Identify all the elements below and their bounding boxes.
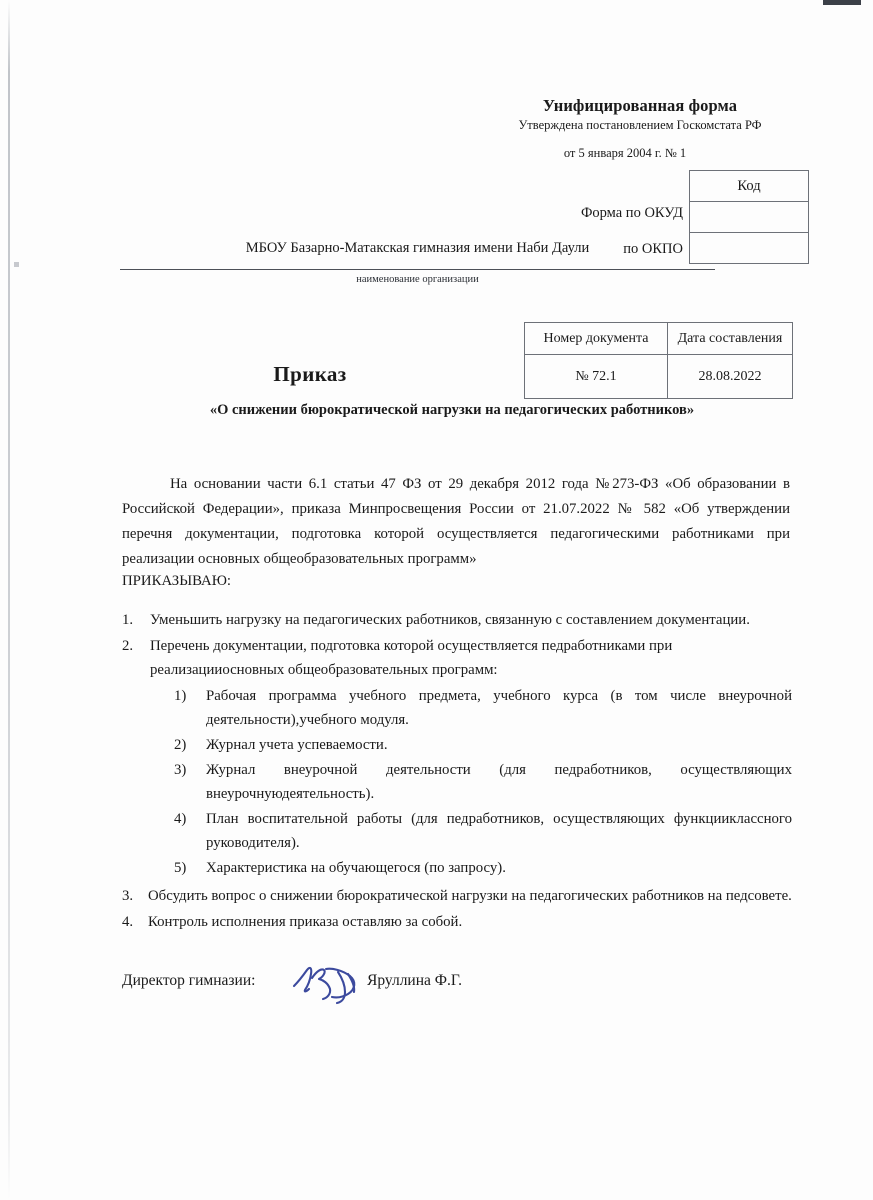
scan-edge-artifact [8,0,10,1200]
list-item-marker: 2. [122,638,134,654]
list-item-text: Контроль исполнения приказа оставляю за собой. [148,914,463,930]
list-item-text: Обсудить вопрос о снижении бюрократической нагрузки на педагогических работников на педсовете. [148,888,792,904]
organization-caption: наименование организации [356,274,479,285]
list-item-marker: 1. [122,612,134,628]
signatory-role: Директор гимназии: [122,972,256,989]
sub-list-item-marker: 2) [174,737,187,753]
preamble-paragraph: На основании части 6.1 статьи 47 ФЗ от 29 декабря 2012 года №273-ФЗ «Об образовании в Российской Федерации», приказа Минпросвещения России от 21.07.2022 № 582 «Об утверждении перечня документации, подготовка которой осуществляется педагогическими работниками при реализации основных общеобразовательных программ» [122,476,790,567]
order-items-list [122,608,792,884]
document-number-header: Номер документа [525,323,668,355]
code-table-okud-row [690,202,809,233]
sub-list-item-marker: 5) [174,860,187,876]
code-table-header-cell: Код [690,171,809,202]
sub-list-item-text: Журнал учета успеваемости. [206,737,388,753]
code-table-header-row [690,171,809,202]
signatory-name: Яруллина Ф.Г. [367,972,462,989]
document-number-header-row [525,323,793,355]
document-number-value: № 72.1 [525,355,668,399]
document-number-value-row [525,355,793,399]
sub-list-item-marker: 4) [174,811,187,827]
okpo-label: по ОКПО [623,241,683,257]
document-subject: «О снижении бюрократической нагрузки на педагогических работников» [209,402,695,418]
handwritten-signature-icon [290,956,376,1008]
sub-list-item [174,733,792,757]
list-item-text: Перечень документации, подготовка которой осуществляется педработниками при реализацииосновных общеобразовательных программ: [150,638,673,678]
sub-list-item [174,856,792,880]
organization-name: МБОУ Базарно-Матакская гимназия имени Наби Даули [245,240,590,256]
list-item [122,634,792,682]
document-kind-heading: Приказ [273,362,347,386]
list-item [122,910,794,934]
sub-list-item-marker: 1) [174,688,187,704]
list-item-marker: 3. [122,888,134,904]
sub-list-item-text: Журнал внеурочной деятельности (для педработников, осуществляющих внеурочнуюдеятельность). [206,762,792,802]
list-item-text: Уменьшить нагрузку на педагогических работников, связанную с составлением документации. [150,612,750,628]
sub-list-item-text: План воспитательной работы (для педработников, осуществляющих функцииклассного руководителя). [206,811,792,851]
okud-label: Форма по ОКУД [580,205,683,221]
order-keyword: ПРИКАЗЫВАЮ: [122,573,232,589]
sub-list-item [174,758,792,806]
unified-form-title: Унифицированная форма [542,96,738,115]
scan-tick-artifact [14,262,19,267]
list-item [122,884,794,908]
document-date-value: 28.08.2022 [668,355,793,399]
sub-list-item [174,684,792,732]
list-item [122,608,792,632]
scan-mark-artifact [823,0,861,5]
document-date-header: Дата составления [668,323,793,355]
sub-list-item-marker: 3) [174,762,187,778]
approval-date-text: от 5 января 2004 г. № 1 [563,146,687,160]
order-items-tail-list [122,884,794,936]
sub-list-item-text: Характеристика на обучающегося (по запросу). [206,860,506,876]
code-table-okud-value[interactable] [690,202,809,233]
sub-list-item [174,807,792,855]
list-item-marker: 4. [122,914,134,930]
sub-list-item-text: Рабочая программа учебного предмета, учебного курса (в том числе внеурочной деятельности),учебного модуля. [206,688,792,728]
approved-by-text: Утверждена постановлением Госкомстата РФ [518,118,762,132]
order-subitems-list [122,684,792,880]
document-number-table [524,322,793,399]
organization-rule [120,269,715,270]
